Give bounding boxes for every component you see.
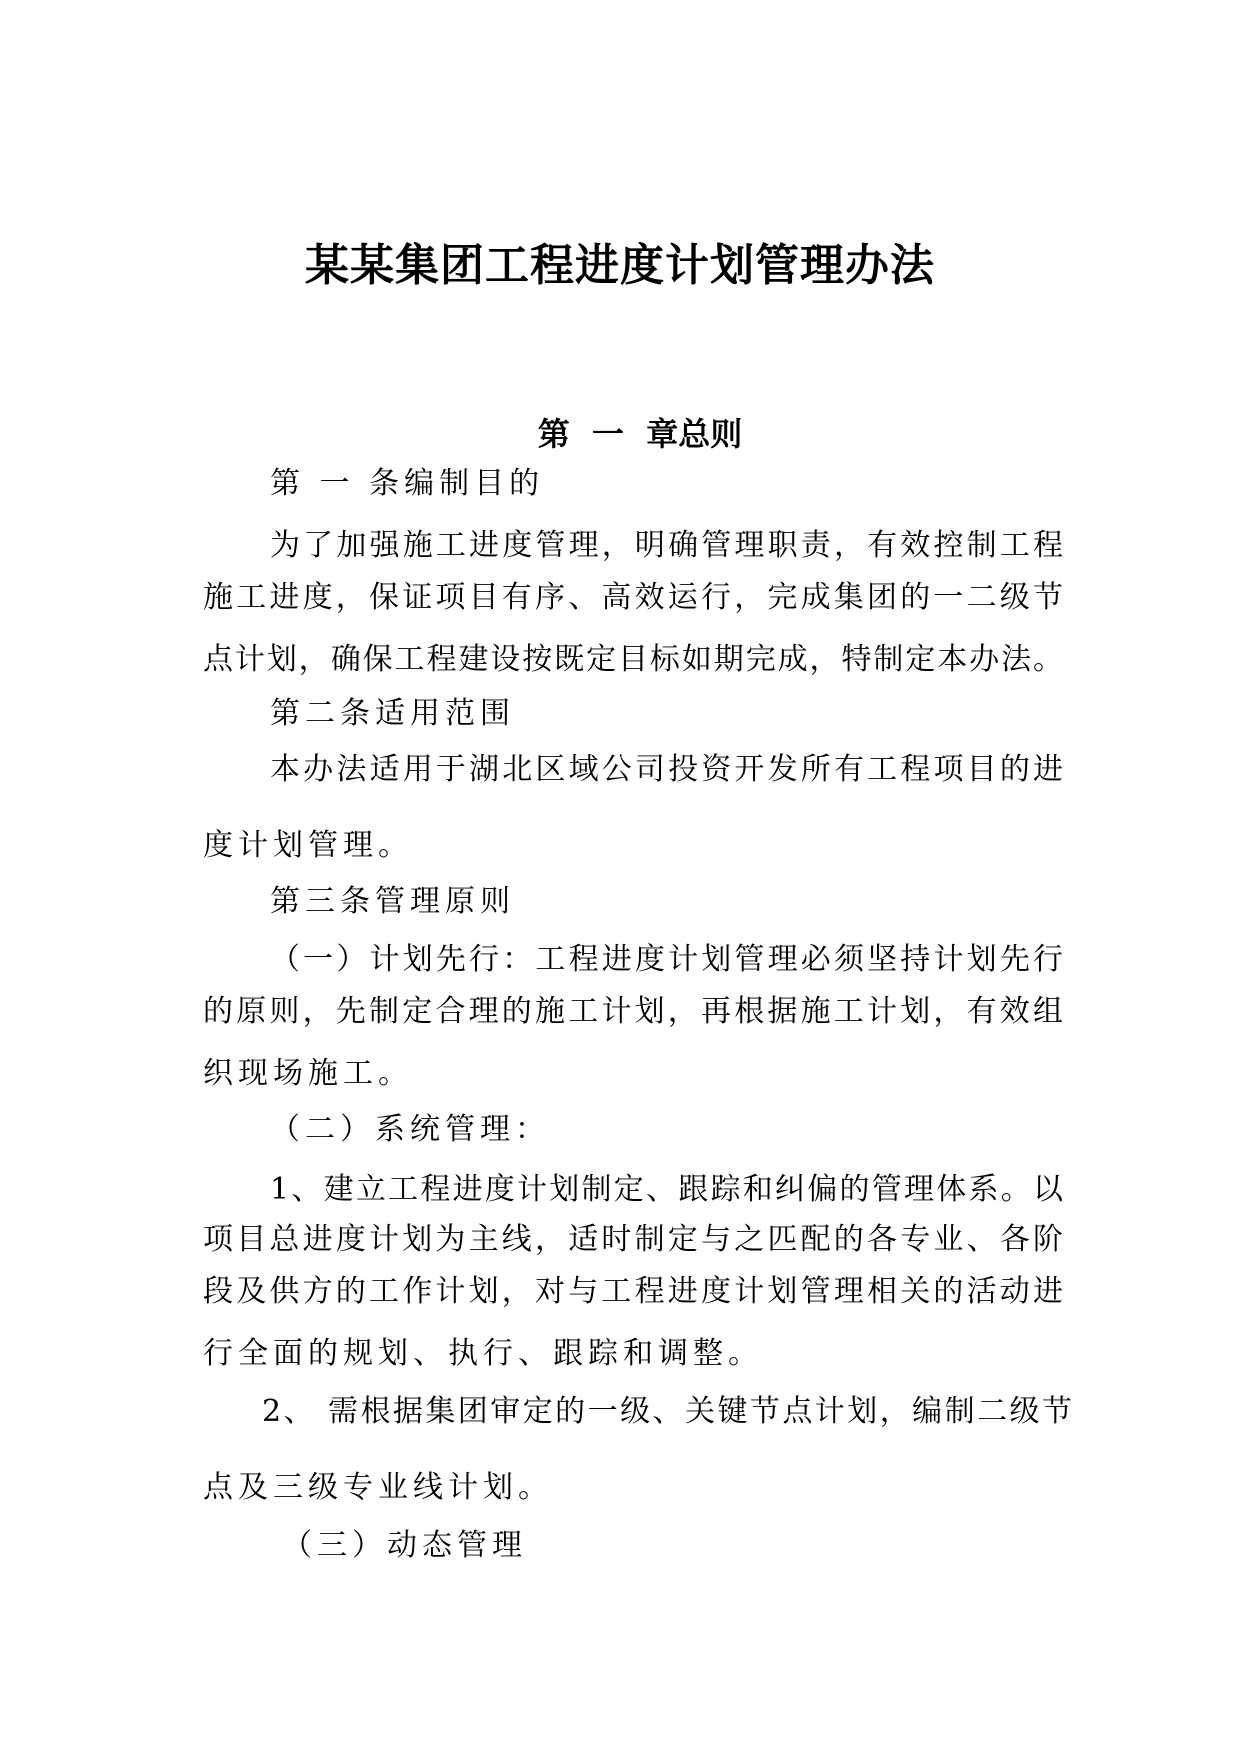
paragraph-line: 点及三级专业线计划。 xyxy=(203,1470,553,1505)
paragraph-line: 施工进度，保证项目有序、高效运行，完成集团的一二级节 xyxy=(203,580,1063,615)
paragraph-line: （一）计划先行：工程进度计划管理必须坚持计划先行 xyxy=(270,942,1063,977)
section-heading: （三）动态管理 xyxy=(282,1528,527,1563)
paragraph-line: 段及供方的工作计划，对与工程进度计划管理相关的活动进 xyxy=(203,1274,1063,1309)
article-heading: 第三条管理原则 xyxy=(270,884,515,919)
document-title: 某某集团工程进度计划管理办法 xyxy=(305,240,935,291)
article-heading: 第二条适用范围 xyxy=(270,696,515,731)
paragraph-line: 为了加强施工进度管理，明确管理职责，有效控制工程 xyxy=(270,528,1063,563)
paragraph-line: 的原则，先制定合理的施工计划，再根据施工计划，有效组 xyxy=(203,994,1063,1029)
section-heading: （二）系统管理： xyxy=(270,1112,550,1147)
paragraph-line: 本办法适用于湖北区域公司投资开发所有工程项目的进 xyxy=(270,752,1063,787)
paragraph-line: 行全面的规划、执行、跟踪和调整。 xyxy=(203,1336,763,1371)
chapter-heading: 第 一 章总则 xyxy=(537,415,743,453)
paragraph-line: 度计划管理。 xyxy=(203,828,413,863)
paragraph-line: 1、建立工程进度计划制定、跟踪和纠偏的管理体系。以 xyxy=(270,1172,1063,1207)
paragraph-line: 点计划，确保工程建设按既定目标如期完成，特制定本办法。 xyxy=(203,642,1063,677)
paragraph-line: 2、 需根据集团审定的一级、关键节点计划，编制二级节 xyxy=(262,1394,1072,1429)
article-heading: 第 一 条编制目的 xyxy=(270,466,545,501)
paragraph-line: 织现场施工。 xyxy=(203,1056,413,1091)
paragraph-line: 项目总进度计划为主线，适时制定与之匹配的各专业、各阶 xyxy=(203,1222,1063,1257)
